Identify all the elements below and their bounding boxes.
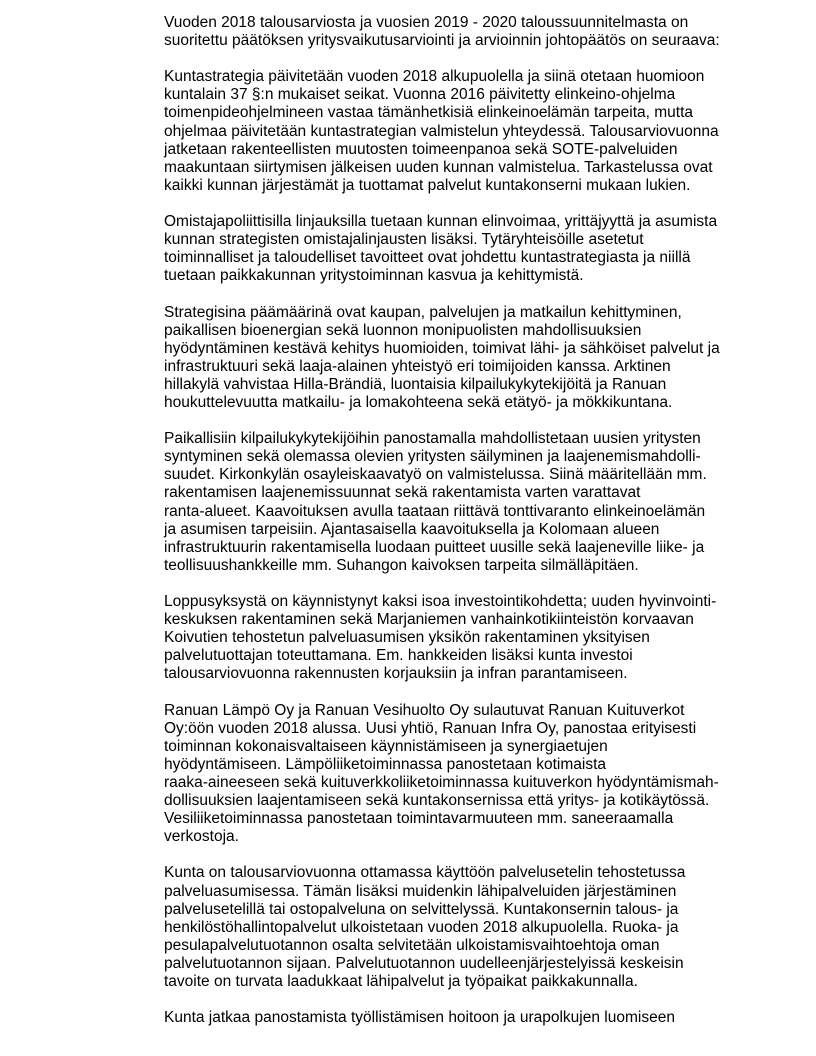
paragraph-omistajapolitiikka: [164, 213, 764, 285]
text-line: toiminnan kokonaisvaltaiseen käynnistämiseen ja synergiaetujen: [164, 737, 608, 755]
text-line: hyödyntämiseen. Lämpöliiketoiminnassa panostetaan kotimaista: [164, 755, 606, 773]
text-line: syntyminen sekä olemassa olevien yritysten säilyminen ja laajenemismahdolli-: [164, 448, 701, 466]
text-line: ja asumisen tarpeisiin. Ajantasaisella kaavoituksella ja Kolomaan alueen: [164, 520, 660, 538]
text-line: rakentamisen laajenemissuunnat sekä rakentamista varten varattavat: [164, 484, 641, 502]
text-line: Strategisina päämäärinä ovat kaupan, palvelujen ja matkailun kehittyminen,: [164, 303, 682, 321]
paragraph-intro: [164, 14, 764, 50]
text-line: tavoite on turvata laadukkaat lähipalvelut ja työpaikat paikkakunnalla.: [164, 972, 638, 990]
paragraph-strategiset-paamaarat: [164, 304, 764, 413]
text-line: paikallisen bioenergian sekä luonnon monipuolisten mahdollisuuksien: [164, 321, 642, 339]
text-line: infrastruktuuri sekä laaja-alainen yhteistyö eri toimijoiden kanssa. Arktinen: [164, 357, 671, 375]
text-line: palveluasumisessa. Tämän lisäksi muidenkin lähipalveluiden järjestäminen: [164, 882, 677, 900]
text-line: palvelutuotannon sijaan. Palvelutuotannon uudelleenjärjestelyissä keskeisin: [164, 954, 684, 972]
paragraph-kuntastrategia: [164, 68, 764, 195]
text-line: henkilöstöhallintopalvelut ulkoistetaan vuoden 2018 alkupuolella. Ruoka- ja: [164, 918, 679, 936]
text-line: toiminnalliset ja taloudelliset tavoitteet ovat johdettu kuntastrategiasta ja niillä: [164, 249, 691, 267]
text-line: tuetaan paikkakunnan yritystoiminnan kasvua ja kehittymistä.: [164, 267, 584, 285]
text-line: hyödyntäminen kestävä kehitys huomioiden, toimivat lähi- ja sähköiset palvelut ja: [164, 339, 720, 357]
text-line: suoritettu päätöksen yritysvaikutusarviointi ja arvioinnin johtopäätös on seuraava:: [164, 32, 720, 50]
text-line: talousarviovuonna rakennusten korjauksiin ja infran parantamiseen.: [164, 665, 628, 683]
text-line: Kuntastrategia päivitetään vuoden 2018 alkupuolella ja siinä otetaan huomioon: [164, 68, 705, 86]
text-line: Ranuan Lämpö Oy ja Ranuan Vesihuolto Oy sulautuvat Ranuan Kuituverkot: [164, 701, 685, 719]
paragraph-tyollistaminen: [164, 1009, 764, 1027]
text-line: Koivutien tehostetun palveluasumisen yksikön rakentaminen yksityisen: [164, 629, 650, 647]
text-line: keskuksen rakentaminen sekä Marjaniemen vanhainkotikiinteistön korvaavan: [164, 611, 694, 629]
paragraph-tytaryhtiot: [164, 702, 764, 847]
text-line: toimenpideohjelmineen vastaa tämänhetkisiä elinkeinoelämän tarpeita, mutta: [164, 104, 694, 122]
text-line: hillakylä vahvistaa Hilla-Brändiä, luontaisia kilpailukykytekijöitä ja Ranuan: [164, 375, 667, 393]
text-line: pesulapalvelutuotannon osalta selvitetään ulkoistamisvaihtoehtoja oman: [164, 936, 660, 954]
text-line: jatketaan rakenteellisten muutosten toimeenpanoa sekä SOTE-palveluiden: [164, 140, 678, 158]
text-line: palvelutuottajan toteuttamana. Em. hankkeiden lisäksi kunta investoi: [164, 647, 633, 665]
text-line: Loppusyksystä on käynnistynyt kaksi isoa investointikohdetta; uuden hyvinvointi-: [164, 593, 717, 610]
text-line: houkuttelevuutta matkailu- ja lomakohteena sekä etätyö- ja mökkikuntana.: [164, 393, 673, 411]
paragraph-investoinnit: [164, 593, 764, 683]
document-page: [164, 14, 764, 1045]
text-line: ranta-alueet. Kaavoituksen avulla taataan riittävä tonttivaranto elinkeinoelämän: [164, 502, 706, 520]
text-line: kaikki kunnan järjestämät ja tuottamat palvelut kuntakonserni mukaan lukien.: [164, 176, 691, 194]
text-line: ohjelmaa päivitetään kuntastrategian valmistelun yhteydessä. Talousarviovuonna: [164, 122, 719, 140]
text-line: suudet. Kirkonkylän osayleiskaavatyö on valmistelussa. Siinä määritellään mm.: [164, 466, 707, 484]
text-line: dollisuuksien laajentamiseen sekä kuntakonsernissa että yritys- ja kotikäytössä.: [164, 792, 710, 810]
text-line: maakuntaan siirtymisen jälkeisen uuden kunnan valmistelua. Tarkastelussa ovat: [164, 158, 713, 176]
text-line: Oy:öön vuoden 2018 alussa. Uusi yhtiö, Ranuan Infra Oy, panostaa erityisesti: [164, 719, 697, 737]
text-line: teollisuushankkeille mm. Suhangon kaivoksen tarpeita silmälläpitäen.: [164, 556, 639, 574]
text-line: Paikallisiin kilpailukykytekijöihin panostamalla mahdollistetaan uusien yritysten: [164, 430, 701, 448]
paragraph-kilpailukyky: [164, 430, 764, 575]
text-line: kunnan strategisten omistajalinjausten lisäksi. Tytäryhteisöille asetetut: [164, 231, 644, 249]
text-line: infrastruktuurin rakentamisella luodaan puitteet uusille sekä laajeneville liike- ja: [164, 538, 705, 556]
text-line: Kunta on talousarviovuonna ottamassa käyttöön palvelusetelin tehostetussa: [164, 864, 686, 882]
text-line: Kunta jatkaa panostamista työllistämisen hoitoon ja urapolkujen luomiseen: [164, 1009, 675, 1027]
text-line: kuntalain 37 §:n mukaiset seikat. Vuonna 2016 päivitetty elinkeino-ohjelma: [164, 86, 676, 104]
text-line: Vesiliiketoiminnassa panostetaan toimintavarmuuteen mm. saneeraamalla: [164, 810, 674, 828]
text-line: raaka-aineeseen sekä kuituverkkoliiketoiminnassa kuituverkon hyödyntämismah-: [164, 773, 719, 791]
text-line: Vuoden 2018 talousarviosta ja vuosien 2019 - 2020 taloussuunnitelmasta on: [164, 14, 689, 31]
text-line: Omistajapoliittisilla linjauksilla tuetaan kunnan elinvoimaa, yrittäjyyttä ja asumista: [164, 213, 718, 231]
text-line: verkostoja.: [164, 828, 239, 846]
text-line: palvelusetelillä tai ostopalveluna on selvittelyssä. Kuntakonsernin talous- ja: [164, 900, 679, 918]
paragraph-palveluseteli: [164, 864, 764, 991]
